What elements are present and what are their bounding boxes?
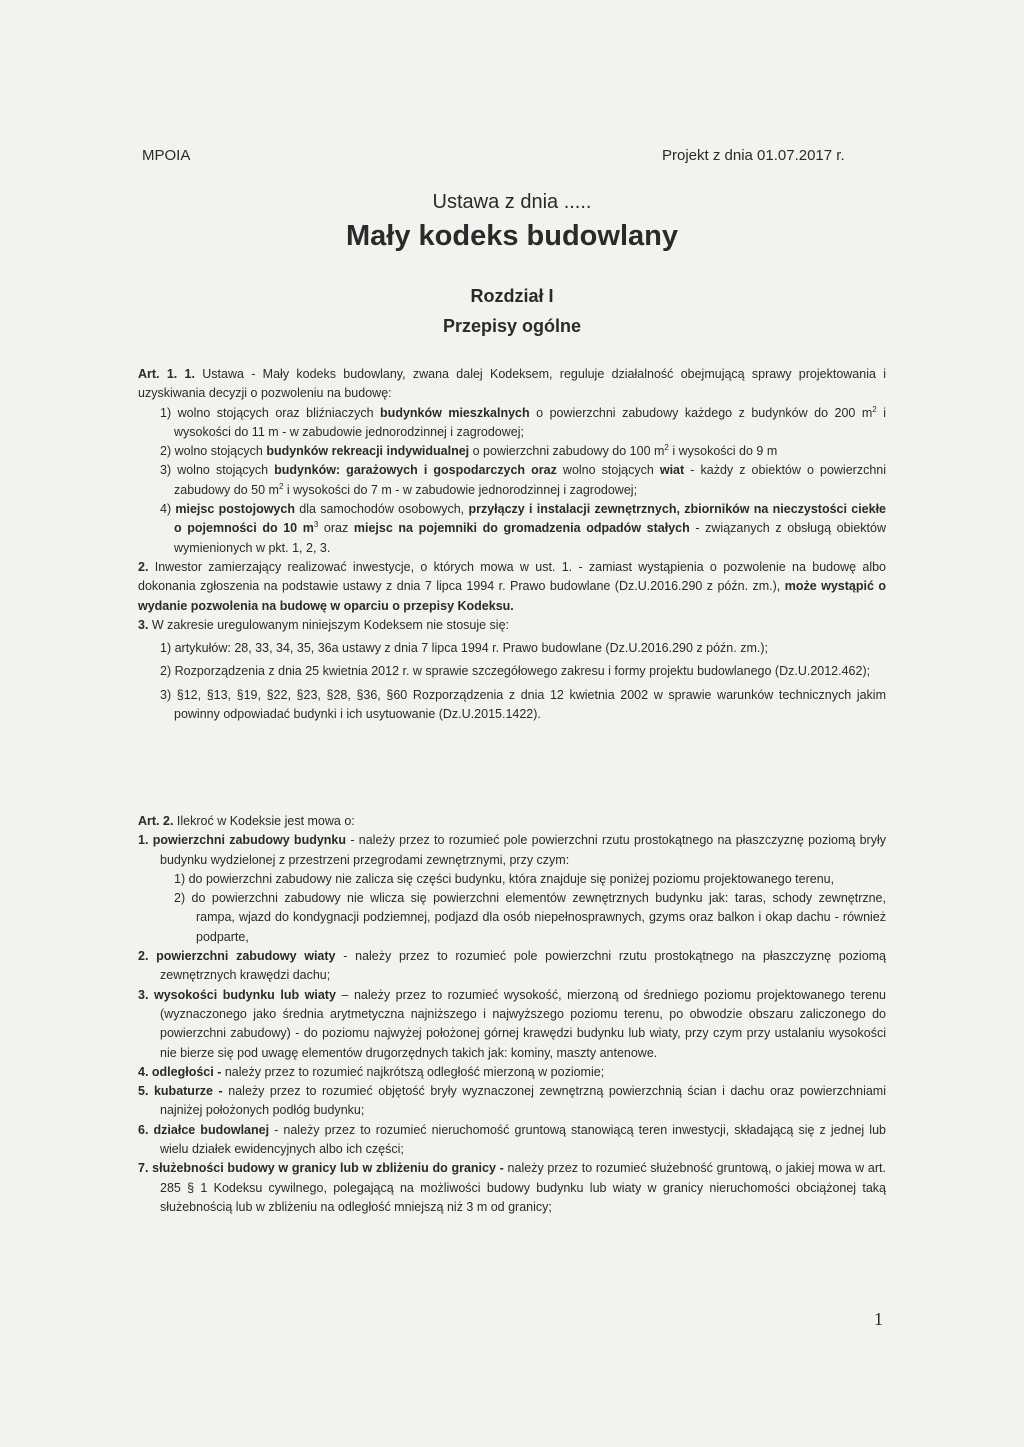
art1-section-2: 2. Inwestor zamierzający realizować inwestycje, o których mowa w ust. 1. - zamiast wystąpienia o pozwolenie na budowę albo dokonania zgłoszenia na podstawie ustawy z dnia 7 lipca 1994 r. Prawo budowlane (Dz.U.2016.290 z późn. zm.), może wystąpić o wydanie pozwolenia na budowę w oparciu o przepisy Kodeksu. bbox=[138, 559, 886, 613]
art2-label: Art. 2. bbox=[138, 814, 174, 828]
art2-definition-6: 6. działce budowlanej - należy przez to rozumieć nieruchomość gruntową stanowiącą teren inwestycji, składającą się z jednej lub wielu działek ewidencyjnych albo ich części; bbox=[138, 1122, 886, 1157]
art1-item-4: 4) miejsc postojowych dla samochodów osobowych, przyłączy i instalacji zewnętrznych, zbiorników na nieczystości ciekłe o pojemności do 10 $m^3$ oraz miejsc na pojemniki do gromadzenia odpadów stałych - związanych z obsługą obiektów wymienionych w pkt. 1, 2, 3. bbox=[160, 502, 887, 555]
article-1 bbox=[138, 365, 886, 724]
art2-definition-1: 1. powierzchni zabudowy budynku - należy przez to rozumieć pole powierzchni rzutu prostokątnego na płaszczyznę poziomą bryły budynku wydzielonej z przestrzeni przegrodami zewnętrznymi, przy czym: bbox=[138, 833, 886, 867]
art1-item-3: 3) wolno stojących budynków: garażowych i gospodarczych oraz wolno stojących wiat - każdy z obiektów o powierzchni zabudowy do 50 $m^2$ i wysokości do 7 m - w zabudowie jednorodzinnej i zagrodowej; bbox=[160, 463, 887, 497]
art2-definition-7: 7. służebności budowy w granicy lub w zbliżeniu do granicy - należy przez to rozumieć służebność gruntową, o jakiej mowa w art. 285 § 1 Kodeksu cywilnego, polegającą na możliwości budowy budynku lub wiaty w granicy nieruchomości obciążonej taką służebnością lub w zbliżeniu na odległość mniejszą niż 3 m od granicy; bbox=[138, 1161, 886, 1214]
art2-definition-2: 2. powierzchni zabudowy wiaty - należy przez to rozumieć pole powierzchni rzutu prostokątnego na płaszczyznę poziomą zewnętrznych krawędzi dachu; bbox=[138, 949, 887, 983]
header-ministry: MPOIA bbox=[142, 147, 191, 164]
chapter-label: Rozdział I bbox=[470, 286, 554, 306]
art1-paragraph-1: Art. 1. 1. Ustawa - Mały kodeks budowlany, zwana dalej Kodeksem, reguluje działalność obejmującą sprawy projektowania i uzyskiwania decyzji o pozwoleniu na budowę: bbox=[138, 367, 887, 401]
art2-definition-4: 4. odległości - należy przez to rozumieć najkrótszą odległość mierzoną w poziomie; bbox=[138, 1064, 605, 1079]
header-project-date: Projekt z dnia 01.07.2017 r. bbox=[662, 147, 845, 164]
art2-def1-sub-1: 1) do powierzchni zabudowy nie zalicza się części budynku, która znajduje się poniżej poziomu projektowanego terenu, bbox=[174, 871, 835, 886]
art1-sec3-item-1: 1) artykułów: 28, 33, 34, 35, 36a ustawy z dnia 7 lipca 1994 r. Prawo budowlane (Dz.U.2016.290 z późn. zm.); bbox=[160, 641, 768, 656]
art1-sec3-item-2: 2) Rozporządzenia z dnia 25 kwietnia 2012 r. w sprawie szczegółowego zakresu i formy projektu budowlanego (Dz.U.2012.462); bbox=[160, 664, 871, 679]
art1-label: Art. 1. 1. bbox=[138, 367, 195, 381]
art1-item-2: 2) wolno stojących budynków rekreacji indywidualnej o powierzchni zabudowy do 100 $m^2$ i wysokości do 9 m bbox=[160, 443, 778, 459]
art2-def1-sub-2: 2) do powierzchni zabudowy nie wlicza się powierzchni elementów zewnętrznych budynku jak: taras, schody zewnętrzne, rampa, wjazd do kondygnacji podziemnej, podjazd dla osób niepełnosprawnych, gzyms oraz balkon i okap dachu - również podparte, bbox=[174, 891, 886, 944]
document-title: Mały kodeks budowlany bbox=[346, 220, 678, 252]
art2-definition-3: 3. wysokości budynku lub wiaty – należy przez to rozumieć wysokość, mierzoną od średniego poziomu projektowanego terenu (wyznaczonego jako średnia arytmetyczna najniższego i najwyższego poziomu terenu, po obwodzie obszaru zaliczonego do powierzchni zabudowy) - do poziomu najwyżej położonej górnej krawędzi budynku lub wiaty, przy czym przy ustalaniu wysokości nie bierze się pod uwagę elementów drugorzędnych takich jak: kominy, maszty antenowe. bbox=[138, 987, 886, 1060]
art1-item-1: 1) wolno stojących oraz bliźniaczych budynków mieszkalnych o powierzchni zabudowy każdego z budynków do 200 $m^2$ i wysokości do 11 m - w zabudowie jednorodzinnej i zagrodowej; bbox=[160, 404, 886, 439]
act-date-line: Ustawa z dnia ..... bbox=[432, 191, 592, 213]
article-2 bbox=[138, 812, 886, 1217]
chapter-subtitle: Przepisy ogólne bbox=[442, 316, 582, 336]
art2-intro: Art. 2. Ilekroć w Kodeksie jest mowa o: bbox=[138, 814, 355, 828]
art1-sec3-item-3: 3) §12, §13, §19, §22, §23, §28, §36, §60 Rozporządzenia z dnia 12 kwietnia 2002 w sprawie warunków technicznych jakim powinny odpowiadać budynki i ich usytuowanie (Dz.U.2015.1422). bbox=[160, 687, 886, 722]
art1-section-3: 3. W zakresie uregulowanym niniejszym Kodeksem nie stosuje się: bbox=[138, 617, 510, 632]
art2-definition-5: 5. kubaturze - należy przez to rozumieć objętość bryły wyznaczonej zewnętrzną powierzchnią ścian i dachu oraz powierzchniami najniżej położonych podłóg budynku; bbox=[138, 1084, 886, 1118]
page-number: 1 bbox=[874, 1309, 883, 1329]
